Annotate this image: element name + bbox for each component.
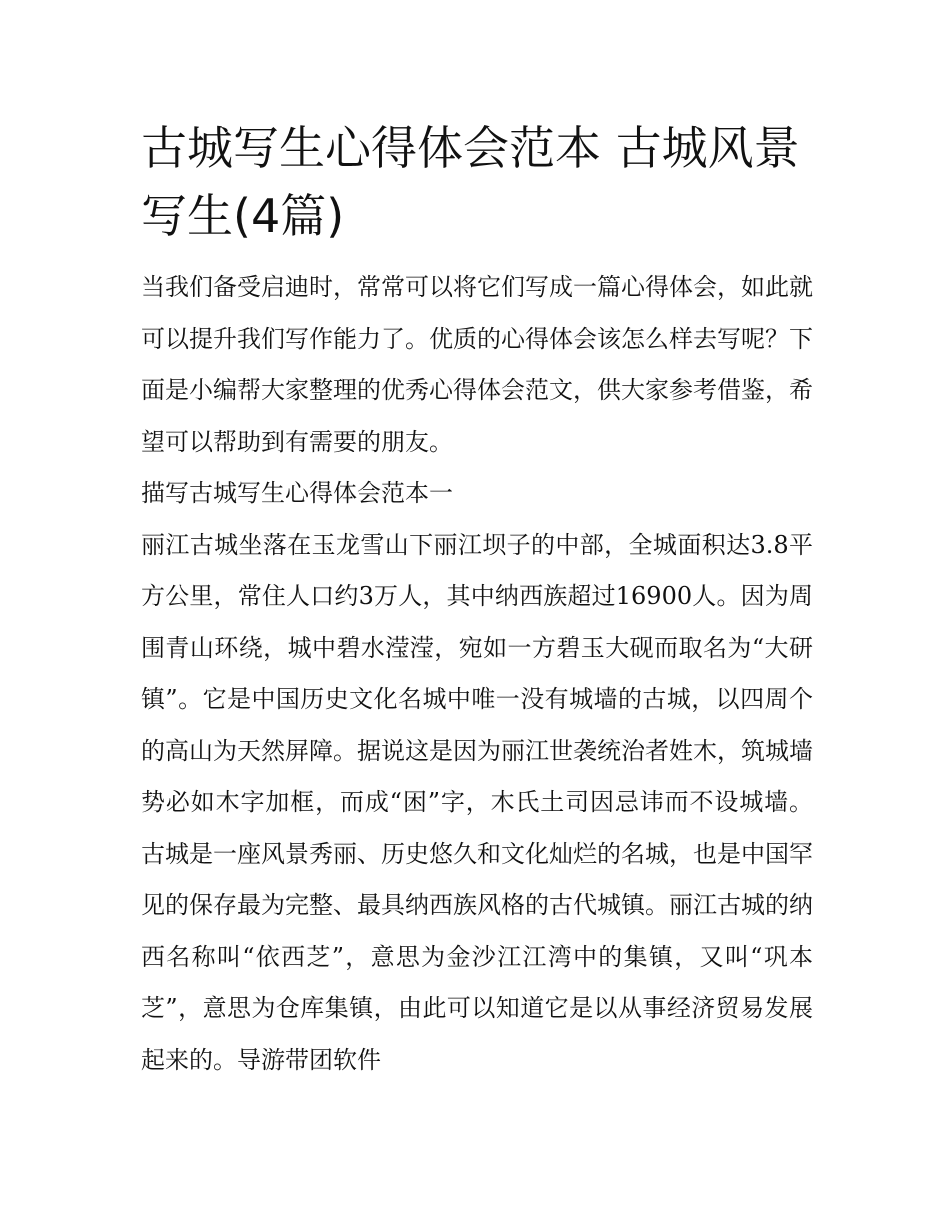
intro-paragraph: 当我们备受启迪时，常常可以将它们写成一篇心得体会，如此就可以提升我们写作能力了。优质的心得体会该怎么样去写呢？下面是小编帮大家整理的优秀心得体会范文，供大家参考借鉴，希望可以帮助到有需要的朋友。: [141, 273, 813, 456]
document-title: 古城写生心得体会范本 古城风景写生(4篇): [141, 121, 800, 243]
document-content: [141, 114, 813, 1086]
body-paragraph: 丽江古城坐落在玉龙雪山下丽江坝子的中部，全城面积达3.8平方公里，常住人口约3万人，其中纳西族超过16900人。因为周围青山环绕，城中碧水滢滢，宛如一方碧玉大砚而取名为“大研镇”。它是中国历史文化名城中唯一没有城墙的古城，以四周个的高山为天然屏障。据说这是因为丽江世袭统治者姓木，筑城墙势必如木字加框，而成“困”字，木氏土司因忌讳而不设城墙。古城是一座风景秀丽、历史悠久和文化灿烂的名城，也是中国罕见的保存最为完整、最具纳西族风格的古代城镇。丽江古城的纳西名称叫“依西芝”，意思为金沙江江湾中的集镇，又叫“巩本芝”，意思为仓库集镇，由此可以知道它是以从事经济贸易发展起来的。导游带团软件: [141, 530, 813, 1074]
section-heading: 描写古城写生心得体会范本一: [141, 479, 453, 507]
